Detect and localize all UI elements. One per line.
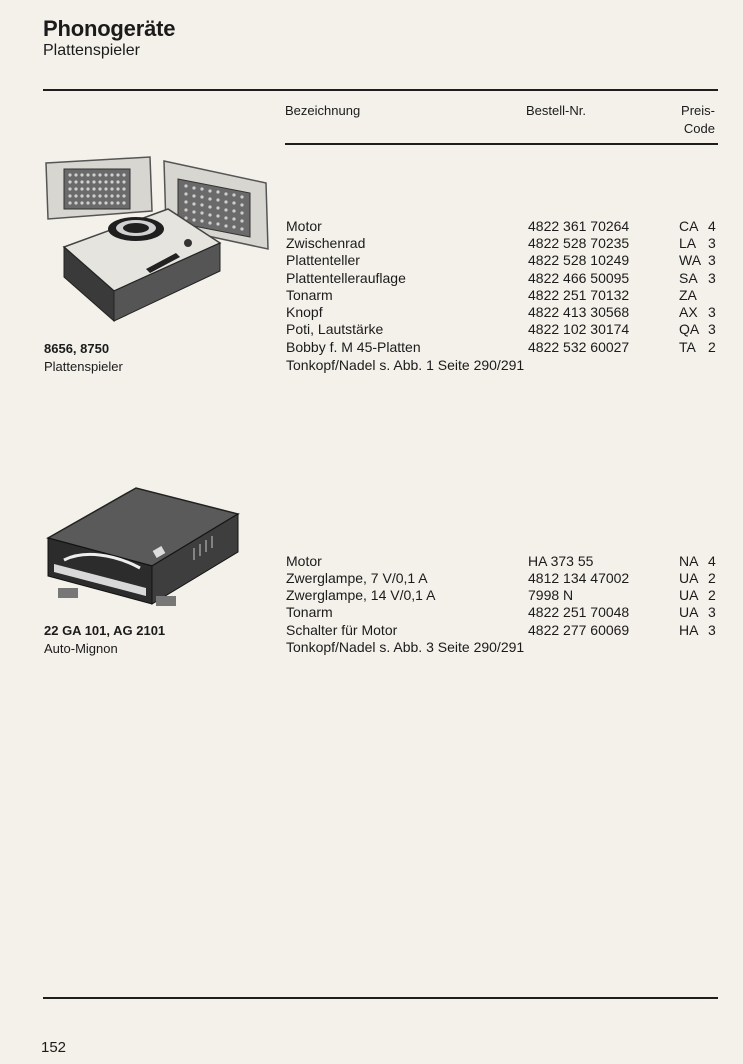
order-number: 4822 413 30568 xyxy=(528,304,630,320)
order-number: 4822 102 30174 xyxy=(528,321,630,337)
page-number: 152 xyxy=(41,1039,67,1056)
left-speaker-icon xyxy=(46,157,152,219)
price-digit: 4 xyxy=(708,218,716,234)
price-code: HA xyxy=(679,622,699,638)
model-number: 8656, 8750 xyxy=(44,341,110,356)
column-header-order-number: Bestell-Nr. xyxy=(526,103,586,118)
price-code: AX xyxy=(679,304,698,320)
page-title: Phonogeräte xyxy=(43,16,176,41)
price-digit: 3 xyxy=(708,622,716,638)
table-row xyxy=(0,235,743,252)
order-number: 4822 532 60027 xyxy=(528,339,630,355)
price-code: QA xyxy=(679,321,700,337)
table-row xyxy=(0,622,743,639)
order-number: 4822 361 70264 xyxy=(528,218,630,234)
price-code-line1: Preis- xyxy=(681,103,715,118)
model-name: Plattenspieler xyxy=(44,359,123,374)
part-description: Bobby f. M 45-Platten xyxy=(286,339,421,355)
order-number: 4812 134 47002 xyxy=(528,570,630,586)
order-number: 4822 277 60069 xyxy=(528,622,630,638)
table-row xyxy=(0,270,743,287)
column-header-description: Bezeichnung xyxy=(285,103,361,118)
table-row xyxy=(0,321,743,338)
order-number: 4822 466 50095 xyxy=(528,270,630,286)
part-description: Knopf xyxy=(286,304,323,320)
part-description: Zwerglampe, 7 V/0,1 A xyxy=(286,570,428,586)
table-row xyxy=(0,218,743,235)
order-number: 7998 N xyxy=(528,587,574,603)
price-code-line2: Code xyxy=(683,121,715,136)
price-code: UA xyxy=(679,587,699,603)
part-description: Tonarm xyxy=(286,287,333,303)
model-number: 22 GA 101, AG 2101 xyxy=(44,623,166,638)
header-rule xyxy=(285,143,718,145)
price-digit: 2 xyxy=(708,570,716,586)
part-description: Plattentellerauflage xyxy=(286,270,406,286)
price-code: TA xyxy=(679,339,696,355)
table-row xyxy=(0,339,743,356)
price-code: ZA xyxy=(679,287,697,303)
part-description: Schalter für Motor xyxy=(286,622,398,638)
part-description: Zwischenrad xyxy=(286,235,366,251)
price-digit: 4 xyxy=(708,553,716,569)
part-description: Motor xyxy=(286,553,322,569)
page-subtitle: Plattenspieler xyxy=(43,42,140,59)
table-row xyxy=(0,304,743,321)
price-digit: 3 xyxy=(708,321,716,337)
model-name: Auto-Mignon xyxy=(44,641,118,656)
price-digit: 3 xyxy=(708,252,716,268)
order-number: 4822 251 70048 xyxy=(528,604,630,620)
order-number: 4822 528 70235 xyxy=(528,235,630,251)
table-row xyxy=(0,553,743,570)
top-rule xyxy=(43,89,718,91)
order-number: HA 373 55 xyxy=(528,553,594,569)
price-digit: 3 xyxy=(708,270,716,286)
price-code: LA xyxy=(679,235,697,251)
table-row xyxy=(0,570,743,587)
part-description: Zwerglampe, 14 V/0,1 A xyxy=(286,587,436,603)
price-code: SA xyxy=(679,270,698,286)
part-description: Tonarm xyxy=(286,604,333,620)
price-digit: 3 xyxy=(708,235,716,251)
price-code: NA xyxy=(679,553,699,569)
bottom-rule xyxy=(43,997,718,999)
part-description: Plattenteller xyxy=(286,252,360,268)
table-row xyxy=(0,604,743,621)
reference-note: Tonkopf/Nadel s. Abb. 1 Seite 290/291 xyxy=(286,357,525,373)
table-row xyxy=(0,252,743,269)
part-description: Poti, Lautstärke xyxy=(286,321,384,337)
price-code: UA xyxy=(679,570,699,586)
price-digit: 2 xyxy=(708,587,716,603)
price-digit: 3 xyxy=(708,304,716,320)
price-code: WA xyxy=(679,252,702,268)
price-digit: 2 xyxy=(708,339,716,355)
column-header-price-code xyxy=(640,102,715,138)
order-number: 4822 251 70132 xyxy=(528,287,630,303)
order-number: 4822 528 10249 xyxy=(528,252,630,268)
table-row xyxy=(0,287,743,304)
price-code: CA xyxy=(679,218,699,234)
table-row xyxy=(0,587,743,604)
part-description: Motor xyxy=(286,218,322,234)
reference-note: Tonkopf/Nadel s. Abb. 3 Seite 290/291 xyxy=(286,639,525,655)
price-digit: 3 xyxy=(708,604,716,620)
price-code: UA xyxy=(679,604,699,620)
